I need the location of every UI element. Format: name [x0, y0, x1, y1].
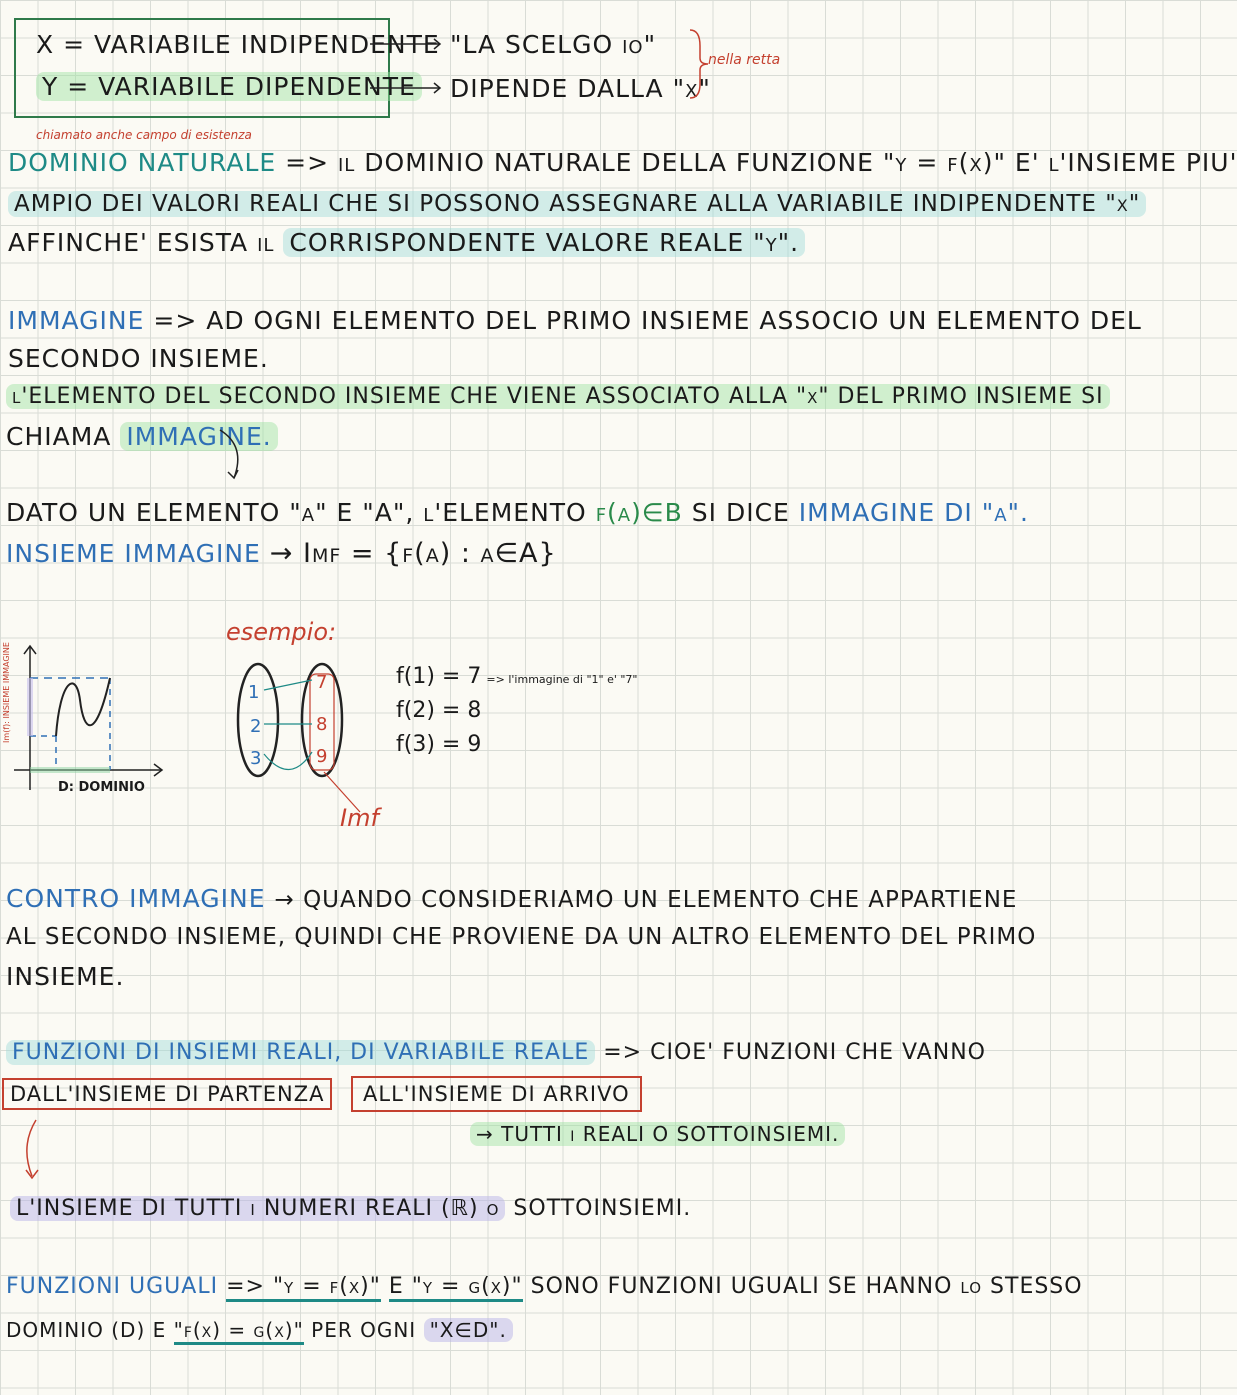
graph-x-label: D: DOMINIO: [58, 780, 145, 795]
arrivo-note: → TUTTI i REALI O SOTTOINSIEMI.: [470, 1122, 845, 1146]
imf-label: Imf: [340, 804, 379, 832]
left-set-1: 1: [248, 682, 260, 703]
right-set-7: 7: [316, 672, 328, 693]
uguali-per-ogni: PER OGNI: [311, 1318, 417, 1342]
contro-line-2: AL SECONDO INSIEME, QUINDI CHE PROVIENE DA UN ALTRO ELEMENTO DEL PRIMO: [6, 924, 1037, 950]
uguali-dominio: DOMINIO (D) E: [6, 1318, 167, 1342]
dato-line-1: [6, 498, 1029, 527]
f1-row: [396, 664, 638, 689]
uguali-fg: "f(x) = g(x)": [174, 1318, 304, 1345]
sets-diagram: [220, 640, 370, 810]
dato-text-1c: SI DICE: [691, 498, 790, 527]
uguali-line-1: [6, 1274, 1083, 1299]
dominio-text-3a: AFFINCHE' ESISTA il: [8, 228, 275, 257]
funzioni-reali-rest: => CIOE' FUNZIONI CHE VANNO: [603, 1040, 986, 1065]
right-set-8: 8: [316, 714, 328, 735]
insieme-note-end: SOTTOINSIEMI.: [513, 1196, 692, 1221]
dato-line-2: [6, 538, 557, 569]
uguali-term: FUNZIONI UGUALI: [6, 1274, 219, 1299]
top-arrows: [360, 30, 460, 100]
funzioni-reali-term: FUNZIONI DI INSIEMI REALI, DI VARIABILE REALE: [6, 1040, 595, 1065]
immagine-text-4b: IMMAGINE.: [120, 422, 277, 451]
dato-text-1d: IMMAGINE DI "a".: [798, 498, 1029, 527]
dominio-note: chiamato anche campo di esistenza: [36, 128, 252, 142]
uguali-f: => "y = f(x)": [226, 1274, 381, 1302]
arrivo-note-row: [470, 1122, 845, 1146]
funzioni-reali-line: [6, 1040, 986, 1065]
esempio-title: esempio:: [226, 618, 337, 646]
f1-text: f(1) = 7: [396, 664, 482, 689]
contro-line-3: INSIEME.: [6, 962, 125, 991]
dominio-line-1: [8, 148, 1237, 177]
insieme-note-row: [10, 1196, 691, 1221]
dato-text-1a: DATO UN ELEMENTO "a" E "A", l'ELEMENTO: [6, 498, 587, 527]
insieme-note: L'INSIEME DI TUTTI i NUMERI REALI (ℝ) o: [10, 1196, 505, 1221]
partenza-box: DALL'INSIEME DI PARTENZA: [2, 1078, 332, 1110]
uguali-xed: "X∈D".: [424, 1318, 513, 1342]
insieme-immagine-term: INSIEME IMMAGINE: [6, 539, 261, 568]
immagine-line-1: [8, 306, 1142, 335]
contro-line-1: [6, 884, 1017, 913]
f1-note: => l'immagine di "1" e' "7": [486, 673, 638, 686]
dominio-text-1: => il DOMINIO NATURALE DELLA FUNZIONE "y = f(x)" E' l'INSIEME PIU': [285, 148, 1237, 177]
x-target-text: "LA SCELGO io": [450, 30, 657, 59]
down-arrow-icon: [10, 1116, 50, 1186]
uguali-g: E "y = g(x)": [389, 1274, 523, 1302]
graph-y-label: Im(f): INSIEME IMMAGINE: [1, 642, 11, 743]
immagine-line-2: SECONDO INSIEME.: [8, 344, 269, 373]
y-variable-text: Y = VARIABILE DIPENDENTE: [36, 72, 422, 101]
arrivo-box: ALL'INSIEME DI ARRIVO: [351, 1076, 642, 1112]
uguali-text-1: SONO FUNZIONI UGUALI SE HANNO lo STESSO: [530, 1274, 1083, 1299]
x-variable-text: X = VARIABILE INDIPENDENTE: [36, 30, 440, 59]
left-set-2: 2: [250, 716, 262, 737]
immagine-text-3: l'ELEMENTO DEL SECONDO INSIEME CHE VIENE ASSOCIATO ALLA "x" DEL PRIMO INSIEME SI: [6, 384, 1110, 409]
immagine-line-3: [6, 384, 1110, 409]
dominio-text-3b: CORRISPONDENTE VALORE REALE "y".: [283, 228, 805, 257]
f2-text: f(2) = 8: [396, 698, 482, 723]
y-target-text: DIPENDE DALLA "x": [450, 74, 711, 103]
dominio-term: DOMINIO NATURALE: [8, 148, 277, 177]
uguali-line-2: [6, 1318, 513, 1342]
dominio-line-3: [8, 228, 805, 257]
imf-formula: → Imf = {f(a) : a∈A}: [269, 538, 557, 569]
immagine-text-1: => AD OGNI ELEMENTO DEL PRIMO INSIEME ASSOCIO UN ELEMENTO DEL: [153, 306, 1142, 335]
contro-text-1: → QUANDO CONSIDERIAMO UN ELEMENTO CHE APPARTIENE: [274, 887, 1018, 913]
immagine-text-4a: CHIAMA: [6, 422, 112, 451]
left-set-3: 3: [250, 748, 262, 769]
contro-term: CONTRO IMMAGINE: [6, 884, 266, 913]
dominio-line-2: [8, 188, 1146, 217]
immagine-term: IMMAGINE: [8, 306, 145, 335]
side-note: nella retta: [708, 52, 781, 68]
curved-arrow-icon: [210, 426, 250, 486]
dato-text-1b: f(a)∈B: [595, 498, 683, 527]
dominio-text-2: AMPIO DEI VALORI REALI CHE SI POSSONO ASSEGNARE ALLA VARIABILE INDIPENDENTE "x": [8, 191, 1146, 217]
right-set-9: 9: [316, 746, 328, 767]
f3-text: f(3) = 9: [396, 732, 482, 757]
